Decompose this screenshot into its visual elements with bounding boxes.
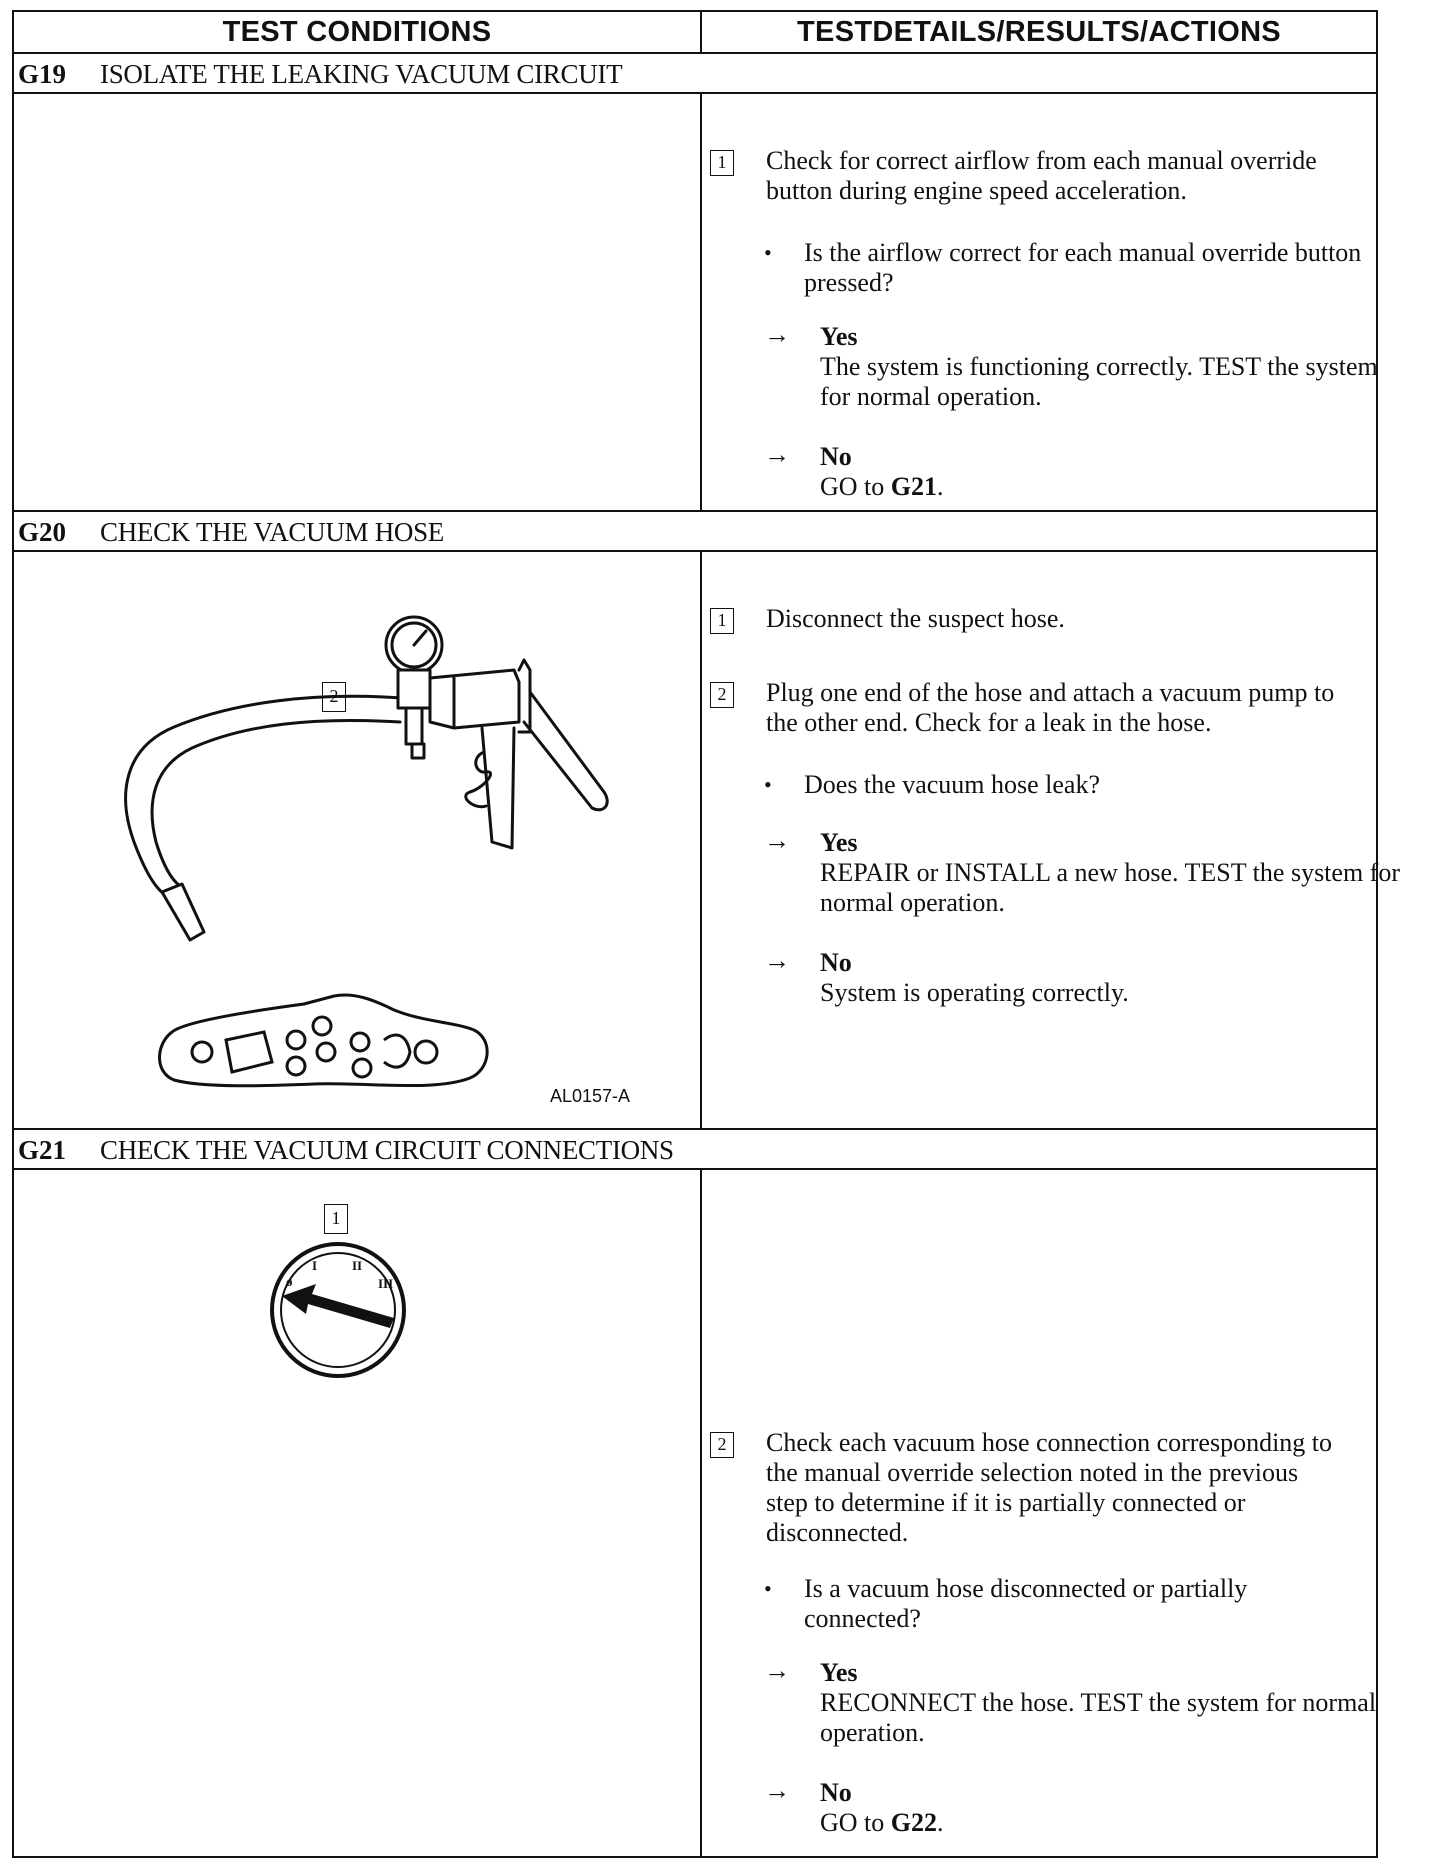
answer-no <box>764 442 1364 504</box>
question-text: Is the airflow correct for each manual override button pressed? <box>804 238 1362 297</box>
figure-reference: AL0157-A <box>550 1086 631 1106</box>
answer-no <box>764 1778 1364 1840</box>
step-2 <box>702 678 1378 752</box>
arrow-right-icon: → <box>764 946 790 975</box>
step-number: 2 <box>710 1432 734 1458</box>
answer-text: REPAIR or INSTALL a new hose. TEST the system for normal operation. <box>820 858 1400 917</box>
svg-text:III: III <box>378 1276 394 1291</box>
step-reference: G21 <box>890 472 938 501</box>
arrow-right-icon: → <box>764 1776 790 1805</box>
step-1 <box>702 146 1378 220</box>
g19-results <box>702 94 1376 510</box>
answer-label: No <box>820 1778 852 1807</box>
arrow-right-icon: → <box>764 826 790 855</box>
arrow-right-icon: → <box>764 1656 790 1685</box>
section-code: G21 <box>18 1134 67 1165</box>
step-number: 1 <box>710 608 734 634</box>
bullet-icon: • <box>764 240 772 265</box>
step-number: 1 <box>710 150 734 176</box>
answer-label: No <box>820 442 852 471</box>
step-text: Plug one end of the hose and attach a vacuum pump to the other end. Check for a leak in the hose. <box>766 678 1335 737</box>
answer-yes <box>764 1656 1377 1748</box>
answer-no <box>764 948 1364 1010</box>
question-text: Does the vacuum hose leak? <box>804 770 1101 799</box>
section-code: G20 <box>18 516 67 547</box>
section-header-g19 <box>14 54 1376 94</box>
answer-label: Yes <box>820 828 858 857</box>
svg-text:ø: ø <box>286 1274 293 1289</box>
answer-label: No <box>820 948 852 977</box>
step-text: Check each vacuum hose connection corresponding to the manual override selection noted in the previous step to determine if it is partially connected or disconnected. <box>766 1428 1333 1547</box>
col-header-test-conditions: TEST CONDITIONS <box>222 15 492 48</box>
answer-text: RECONNECT the hose. TEST the system for normal operation. <box>820 1688 1377 1747</box>
col-header-results-actions: TESTDETAILS/RESULTS/ACTIONS <box>797 15 1281 48</box>
figure-callout: 2 <box>322 682 346 712</box>
vacuum-pump-illustration <box>14 552 700 1128</box>
section-code: G19 <box>18 58 67 89</box>
g21-results <box>702 1170 1376 1856</box>
figure-callout: 1 <box>324 1204 348 1234</box>
diagnostic-table <box>12 10 1400 1858</box>
g20-figure <box>14 552 700 1128</box>
step-2 <box>702 1428 1378 1562</box>
svg-text:I: I <box>312 1258 318 1273</box>
answer-label: Yes <box>820 1658 858 1687</box>
answer-text: GO to G21. <box>820 472 944 501</box>
arrow-right-icon: → <box>764 320 790 349</box>
section-title: ISOLATE THE LEAKING VACUUM CIRCUIT <box>100 58 623 89</box>
section-header-g21 <box>14 1130 1376 1170</box>
question-text: Is a vacuum hose disconnected or partially connected? <box>804 1574 1248 1633</box>
section-header-g20 <box>14 512 1376 552</box>
bullet-icon: • <box>764 772 772 797</box>
answer-label: Yes <box>820 322 858 351</box>
g20-results <box>702 552 1400 1128</box>
answer-text: GO to G22. <box>820 1808 944 1837</box>
step-text: Check for correct airflow from each manual override button during engine speed acceleration. <box>766 146 1317 205</box>
section-title: CHECK THE VACUUM CIRCUIT CONNECTIONS <box>100 1134 674 1165</box>
divider <box>700 12 702 52</box>
answer-yes <box>764 826 1400 918</box>
step-number: 2 <box>710 682 734 708</box>
g21-figure <box>14 1170 700 1856</box>
step-text: Disconnect the suspect hose. <box>766 604 1065 633</box>
answer-text: System is operating correctly. <box>820 978 1129 1007</box>
step-1 <box>702 604 1378 648</box>
answer-text: The system is functioning correctly. TEST the system for normal operation. <box>820 352 1378 411</box>
section-title: CHECK THE VACUUM HOSE <box>100 516 445 547</box>
svg-text:II: II <box>352 1258 363 1273</box>
selector-knob-illustration <box>14 1230 700 1490</box>
arrow-right-icon: → <box>764 440 790 469</box>
bullet-icon: • <box>764 1576 772 1601</box>
answer-yes <box>764 320 1378 412</box>
step-reference: G22 <box>890 1808 938 1837</box>
